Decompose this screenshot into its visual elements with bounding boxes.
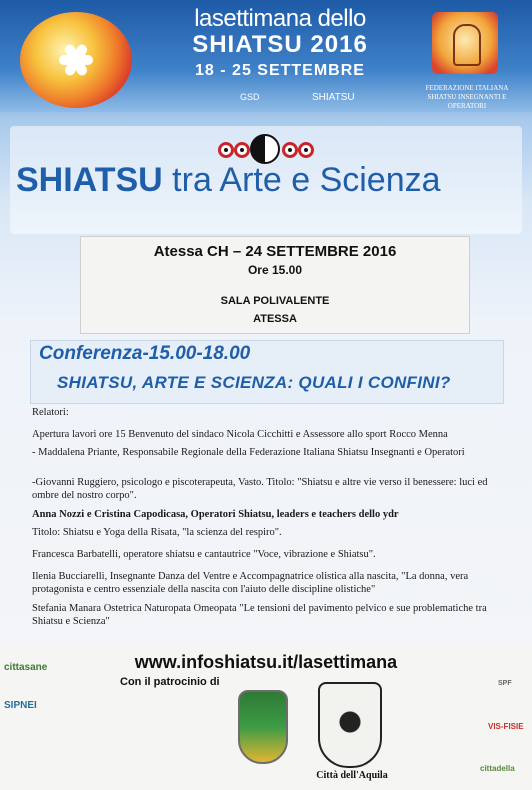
conference-box [30,340,504,404]
event-info-box [80,236,470,334]
event-dates: 18 - 25 SETTEMBRE [195,62,365,79]
red-ring-icon [218,142,234,158]
sponsor-gsd: GSD [240,92,260,102]
sipnei-logo-icon: SIPNEI [4,700,37,711]
event-subtitle: SHIATSU 2016 [192,31,368,58]
event-title: lasettimana dello [194,5,366,32]
website-link[interactable]: www.infoshiatsu.it/lasettimana [134,652,398,672]
aquila-caption: Città dell'Aquila [316,770,388,781]
federation-logo-icon [432,12,498,74]
event-venue: SALA POLIVALENTE [220,295,330,307]
list-item: -Giovanni Ruggiero, psicologo e piscoterapeuta, Vasto. Titolo: "Shiatsu e altre vie verso il benessere: luci ed ombre del nostro corpo". [32,477,488,501]
list-item: Ilenia Bucciarelli, Insegnante Danza del Ventre e Accompagnatrice olistica alla nascita, "La donna, vera protagonista e centro essenziale della nascita con l'aiuto delle discipline olistiche" [32,571,469,595]
red-ring-icon [298,142,314,158]
headline-strong: SHIATSU [16,161,163,199]
red-ring-icon [234,142,250,158]
conference-subtitle: SHIATSU, ARTE E SCIENZA: QUALI I CONFINI? [57,373,451,392]
list-item: Anna Nozzi e Cristina Capodicasa, Operatori Shiatsu, leaders e teachers dello ydr [32,509,399,520]
conference-title: Conferenza-15.00-18.00 [39,343,251,364]
list-item: Titolo: Shiatsu e Yoga della Risata, "la scienza del respiro". [32,527,282,538]
settimana-logo-icon [20,12,132,108]
patronage-label: Con il patrocinio di [120,676,220,688]
event-location-date: Atessa CH – 24 SETTEMBRE 2016 [153,243,397,260]
eagle-icon [330,706,370,746]
cittasane-logo-icon: cittasane [4,662,48,673]
list-item: Stefania Manara Ostetrica Naturopata Omeopata "Le tensioni del pavimento pelvico e sue problematiche tra Shiatsu e Scienza" [32,603,487,627]
spf-logo-icon: SPF [498,680,512,687]
aquila-crest-icon [318,682,382,768]
sponsor-shiatsu: SHIATSU [312,92,355,103]
vitruvian-man-icon [453,24,481,66]
red-ring-icon [282,142,298,158]
speakers-heading: Relatori: [32,407,69,418]
list-item: Francesca Barbatelli, operatore shiatsu e cantautrice "Voce, vibrazione e Shiatsu". [32,549,376,560]
cittadella-logo-icon: cittadella [480,764,515,773]
event-city: ATESSA [253,313,297,325]
federation-caption: FEDERAZIONE ITALIANA SHIATSU INSEGNANTI E OPERATORI [425,84,509,110]
headline-rest: tra Arte e Scienza [172,161,441,199]
vis-fisie-logo-icon: VIS-FISIE [488,722,524,731]
atessa-crest-icon [238,690,288,764]
list-item: - Maddalena Priante, Responsabile Regionale della Federazione Italiana Shiatsu Insegnanti e Operatori [32,447,465,458]
page-title [16,160,526,200]
event-time: Ore 15.00 [247,263,303,277]
list-item: Apertura lavori ore 15 Benvenuto del sindaco Nicola Cicchitti e Assessore allo sport Rocco Menna [32,429,448,440]
